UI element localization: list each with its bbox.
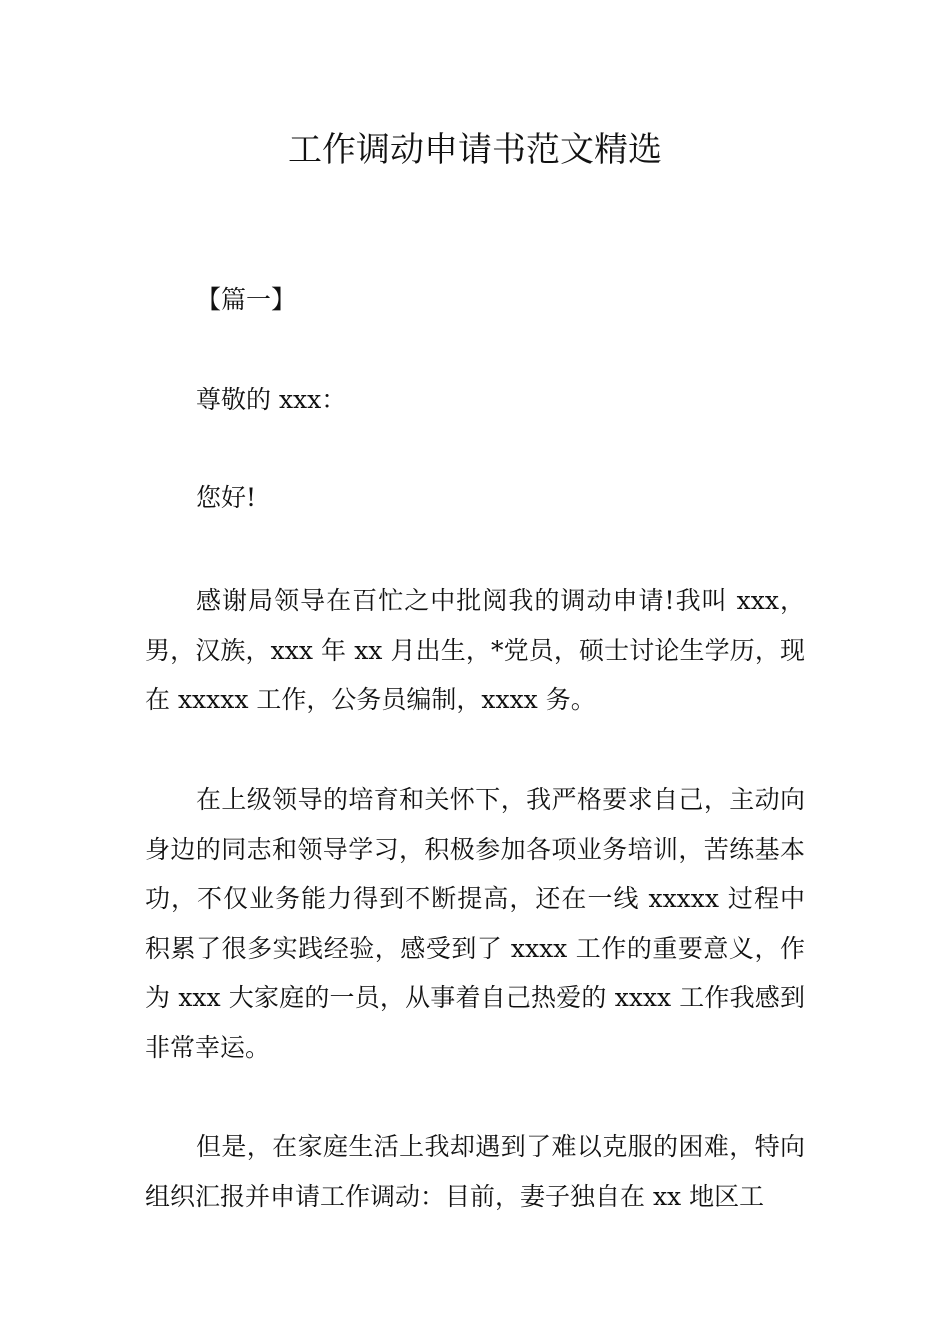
greeting: 您好! [196, 483, 257, 512]
section-label: 【篇一】 [196, 285, 297, 314]
body-paragraph-2: 在上级领导的培育和关怀下，我严格要求自己，主动向身边的同志和领导学习，积极参加各项业务培训，苦练基本功，不仅业务能力得到不断提高，还在一线 xxxxx 过程中积累了很多实践经验，感受到了 xxxx 工作的重要意义，作为 xxx 大家庭的一员，从事着自己热爱的 xxxx 工作我感到非常幸运。 [145, 785, 805, 1062]
document-title: 工作调动申请书范文精选 [288, 130, 662, 170]
body-paragraph-3: 但是，在家庭生活上我却遇到了难以克服的困难，特向组织汇报并申请工作调动：目前，妻子独自在 xx 地区工 [145, 1132, 805, 1211]
body-paragraph-1: 感谢局领导在百忙之中批阅我的调动申请!我叫 xxx，男，汉族，xxx 年 xx 月出生，*党员，硕士讨论生学历，现在 xxxxx 工作，公务员编制，xxxx 务。 [145, 586, 805, 715]
salutation: 尊敬的 xxx： [196, 385, 347, 414]
